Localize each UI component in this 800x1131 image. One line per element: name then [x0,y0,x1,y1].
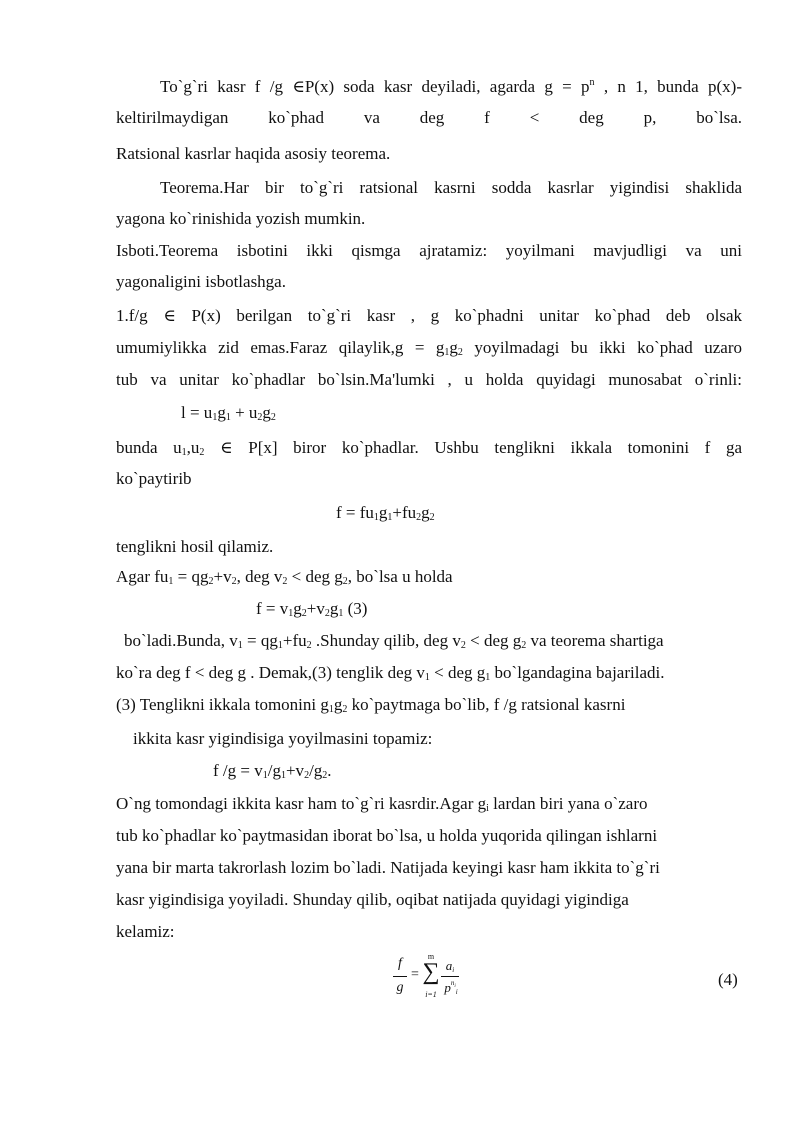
sum-upper-limit: m [427,952,435,961]
paragraph-line: keltirilmaydigan ko`phad va deg f < deg p, bo`lsa. [116,108,742,127]
equation-line: $f = v_1g_2+v_2g_1$ (3) [256,599,368,619]
proof-line: umumiylikka zid emas.Faraz qilaylik,g = $g_1g_2$ yoyilmadagi bu ikki ko`phad uzaro [116,338,742,358]
equation-line: f $/g = v_1/g_1+v_2/g_2$. [213,761,332,781]
equation-line: $f = fu_1g_1+fu_2g_2$ [336,503,435,523]
proof-line: Agar $fu_1 = qg_2+v_2$, deg $v_2$ < deg $g_2$, bo`lsa u holda [116,567,453,587]
proof-line: Isboti.Teorema isbotini ikki qismga ajratamiz: yoyilmani mavjudligi va uni [116,241,742,260]
equals-sign: = [411,967,419,982]
lhs-fraction-bar [393,976,407,977]
sum-formula [386,952,466,1006]
lhs-denominator: g [396,980,404,995]
sum-lower-limit: i=1 [425,990,437,999]
proof-line: tub ko`phadlar ko`paytmasidan iborat bo`lsa, u holda yuqorida qilingan ishlarni [116,826,658,845]
theorem-line: yagona ko`rinishida yozish mumkin. [116,209,366,228]
proof-line: bunda $u_1,u_2$ ∈ P[x] biror ko`phadlar. Ushbu tenglikni ikkala tomonini f ga [116,438,742,458]
rhs-numerator: $a_i$ [445,958,455,974]
proof-line: ko`ra deg f < deg g . Demak,(3) tenglik deg $v_1$ < deg $g_1$ bo`lgandagina bajariladi. [116,663,665,683]
rhs-denominator: $p^{n_i}_i$ [444,979,458,996]
equation-number: (4) [718,970,738,989]
proof-line: ikkita kasr yigindisiga yoyilmasini topamiz: [133,729,433,748]
proof-line: (3) Tenglikni ikkala tomonini $g_1g_2$ ko`paytmaga bo`lib, f /g ratsional kasrni [116,695,626,715]
proof-line: ko`paytirib [116,469,192,488]
proof-line: bo`ladi.Bunda, $v_1 = qg_1+fu_2$ .Shunday qilib, deg $v_2$ < deg $g_2$ va teorema shartiga [124,631,664,651]
equation-line: $l = u_1g_1 + u_2g_2$ [181,403,276,423]
sum-sign: ∑ [422,959,440,985]
proof-line: yana bir marta takrorlash lozim bo`ladi. Natijada keyingi kasr ham ikkita to`g`ri [116,858,660,877]
proof-line: O`ng tomondagi ikkita kasr ham to`g`ri kasrdir.Agar $g_i$ lardan biri yana o`zaro [116,794,648,814]
paragraph-line: To`g`ri kasr f /g ∈P(x) soda kasr deyiladi, agarda $g = p^n$ , n 1, bunda p(x)- [160,77,743,96]
proof-line: kasr yigindisiga yoyiladi. Shunday qilib, oqibat natijada quyidagi yigindiga [116,890,629,909]
rhs-fraction-bar [441,976,459,977]
proof-line: 1.f/g ∈ P(x) berilgan to`g`ri kasr , g ko`phadni unitar ko`phad deb olsak [116,306,742,325]
proof-line: tub va unitar ko`phadlar bo`lsin.Ma'lumki , u holda quyidagi munosabat o`rinli: [116,370,742,389]
proof-line: yagonaligini isbotlashga. [116,272,286,291]
proof-line: tenglikni hosil qilamiz. [116,537,274,556]
section-heading: Ratsional kasrlar haqida asosiy teorema. [116,144,391,163]
theorem-line: Teorema.Har bir to`g`ri ratsional kasrni sodda kasrlar yigindisi shaklida [160,178,742,197]
lhs-numerator: f [398,956,402,971]
proof-line: kelamiz: [116,922,175,941]
